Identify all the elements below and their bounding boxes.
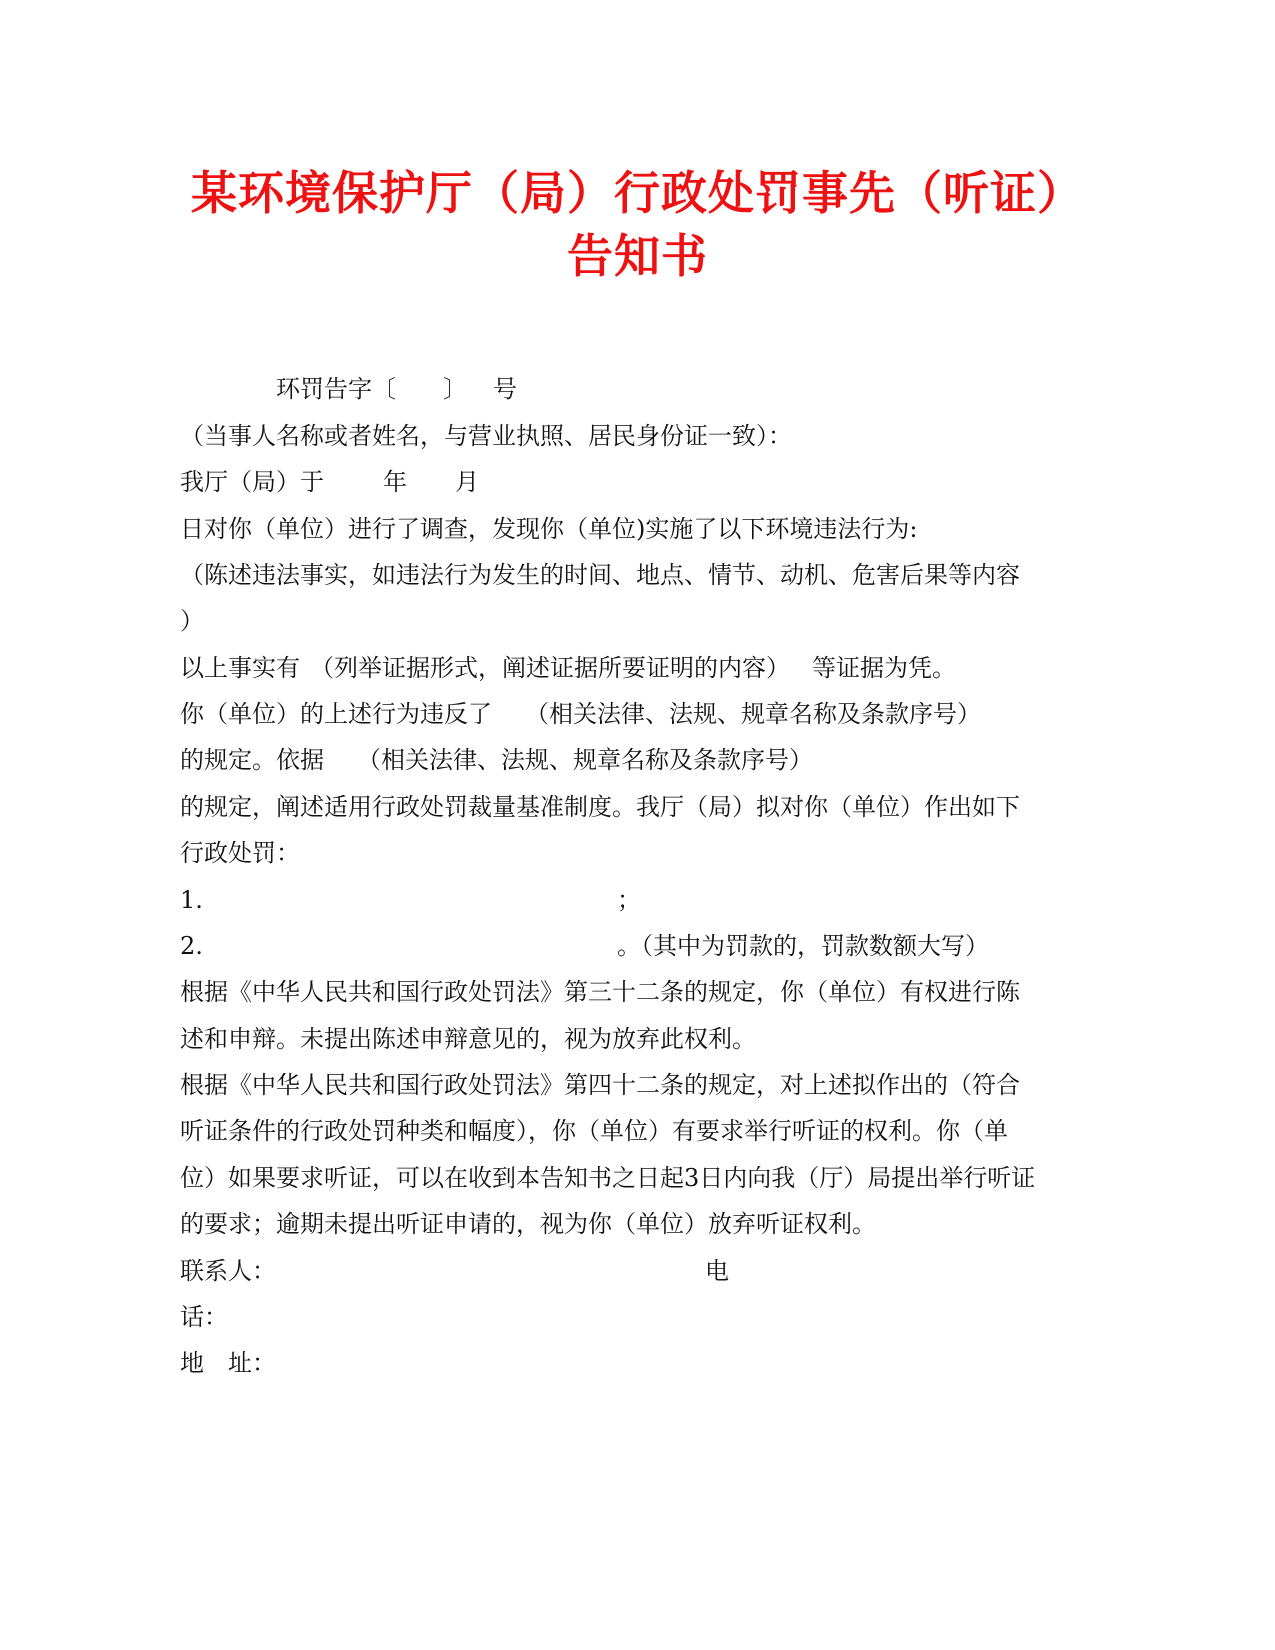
- ref-bracket-close: 〕: [443, 375, 467, 403]
- document-title-line2: 告知书: [567, 229, 708, 283]
- party-line: （当事人名称或者姓名，与营业执照、居民身份证一致）：: [180, 422, 792, 450]
- item2-number: 2.: [180, 932, 203, 960]
- basis-a: 的规定。依据: [180, 746, 324, 774]
- item1-number: 1.: [180, 886, 203, 914]
- evidence-c: 等证据为凭。: [812, 654, 956, 682]
- address-label: 地 址：: [180, 1349, 276, 1377]
- violation-b: （相关法律、法规、规章名称及条款序号）: [525, 700, 981, 728]
- investigation-line: 日对你（单位）进行了调查，发现你（单位)实施了以下环境违法行为:: [180, 515, 918, 543]
- item2-end: 。（其中为罚款的，罚款数额大写）: [617, 932, 989, 960]
- phone-label-a: 电: [705, 1257, 729, 1285]
- date-year: 年: [383, 468, 407, 496]
- contact-label: 联系人：: [180, 1257, 276, 1285]
- date-prefix: 我厅（局）于: [180, 468, 324, 496]
- ref-prefix: 环罚告字〔: [276, 375, 396, 403]
- date-month: 月: [455, 468, 479, 496]
- basis-b: （相关法律、法规、规章名称及条款序号）: [357, 746, 813, 774]
- facts-line-b: ）: [180, 607, 204, 635]
- facts-line-a: （陈述违法事实，如违法行为发生的时间、地点、情节、动机、危害后果等内容: [180, 561, 1020, 589]
- evidence-a: 以上事实有: [180, 654, 300, 682]
- hearing-line-b: 听证条件的行政处罚种类和幅度），你（单位）有要求举行听证的权利。你（单: [180, 1117, 1008, 1145]
- hearing-line-d: 的要求；逾期未提出听证申请的，视为你（单位）放弃听证权利。: [180, 1210, 876, 1238]
- phone-label-b: 话：: [180, 1303, 228, 1331]
- document-title-line1: 某环境保护厅（局）行政处罚事先（听证）: [191, 166, 1084, 220]
- penalty-line-a: 的规定，阐述适用行政处罚裁量基准制度。我厅（局）拟对你（单位）作出如下: [180, 793, 1020, 821]
- violation-a: 你（单位）的上述行为违反了: [180, 700, 492, 728]
- hearing-line-c: 位）如果要求听证，可以在收到本告知书之日起3日内向我（厅）局提出举行听证: [180, 1164, 1036, 1192]
- statement-line-a: 根据《中华人民共和国行政处罚法》第三十二条的规定，你（单位）有权进行陈: [180, 978, 1020, 1006]
- hearing-line-a: 根据《中华人民共和国行政处罚法》第四十二条的规定，对上述拟作出的（符合: [180, 1071, 1020, 1099]
- ref-suffix: 号: [493, 375, 517, 403]
- penalty-line-b: 行政处罚：: [180, 839, 300, 867]
- statement-line-b: 述和申辩。未提出陈述申辩意见的，视为放弃此权利。: [180, 1025, 756, 1053]
- evidence-b: （列举证据形式，阐述证据所要证明的内容）: [310, 654, 790, 682]
- item1-end: ；: [617, 886, 641, 914]
